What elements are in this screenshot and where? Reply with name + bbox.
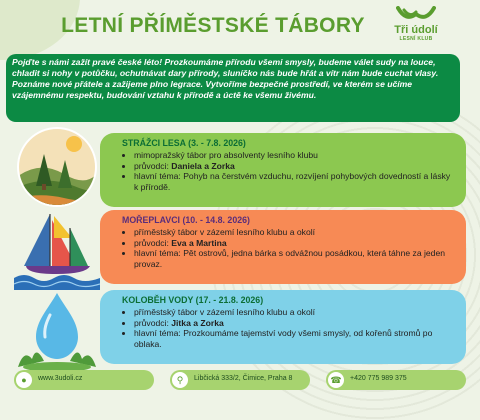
camp-guides: • průvodci: Eva a Martina (134, 238, 456, 249)
water-drop-illustration (14, 287, 100, 373)
camp-guides: • průvodci: Daniela a Zorka (134, 161, 456, 172)
address-text: Libčická 333/2, Čimice, Praha 8 (194, 375, 293, 382)
camp-card-strazci-lesa (100, 133, 466, 207)
globe-icon: ● (16, 372, 32, 388)
logo-name: Tři údolí (394, 24, 438, 36)
logo-hills-icon (396, 6, 436, 24)
camp-card-moreplavci (100, 210, 466, 284)
page-title: LETNÍ PŘÍMĚSTSKÉ TÁBORY (61, 14, 365, 37)
sailboats-illustration (14, 208, 100, 294)
logo-subtitle: LESNÍ KLUB (399, 36, 433, 42)
location-pin-icon: ⚲ (172, 372, 188, 388)
footer-phone[interactable] (326, 370, 466, 390)
phone-link[interactable]: +420 775 989 375 (350, 375, 407, 382)
camp-theme: • hlavní téma: Pohyb na čerstvém vzduchu, rozvíjení pohybových dovedností a lásky k přírodě. (134, 171, 456, 192)
camp-info: • příměstský tábor v zázemí lesního klubu a okolí (134, 307, 456, 318)
camp-title: KOLOBĚH VODY (17. - 21.8. 2026) (122, 295, 264, 305)
camp-card-kolobeh-vody (100, 290, 466, 364)
intro-text: Pojďte s námi zažít pravé české léto! Prozkoumáme přírodu všemi smysly, budeme válet sudy na louce, chladit si nohy v potůčku, ochutnávat dary přírody, sluníčko nás bude hřát a vítr nám bude cuchat vlasy. Poznáme nové přátele a zažijeme plno legrace. Vytvoříme bezpečné prostředí, ve kterém se učíme vzájemnému respektu, budování vztahu k přírodě a úctě ke všemu živému. (6, 54, 460, 122)
camp-info: • příměstský tábor v zázemí lesního klubu a okolí (134, 227, 456, 238)
phone-icon: ☎ (328, 372, 344, 388)
camp-theme: • hlavní téma: Pět ostrovů, jedna bárka s odvážnou posádkou, která táhne za jeden provaz. (134, 248, 456, 269)
website-link[interactable]: www.3udoli.cz (38, 375, 83, 382)
logo[interactable] (376, 6, 456, 50)
camp-info: • mimopražský tábor pro absolventy lesního klubu (134, 150, 456, 161)
footer-web[interactable] (14, 370, 154, 390)
camp-theme: • hlavní téma: Prozkoumáme tajemství vody všemi smysly, od kořenů stromů po oblaka. (134, 328, 456, 349)
camp-title: STRÁŽCI LESA (3. - 7.8. 2026) (122, 138, 246, 148)
forest-illustration (14, 124, 100, 210)
camp-guides: • průvodci: Jitka a Zorka (134, 318, 456, 329)
footer-address (170, 370, 310, 390)
camp-title: MOŘEPLAVCI (10. - 14.8. 2026) (122, 215, 250, 225)
